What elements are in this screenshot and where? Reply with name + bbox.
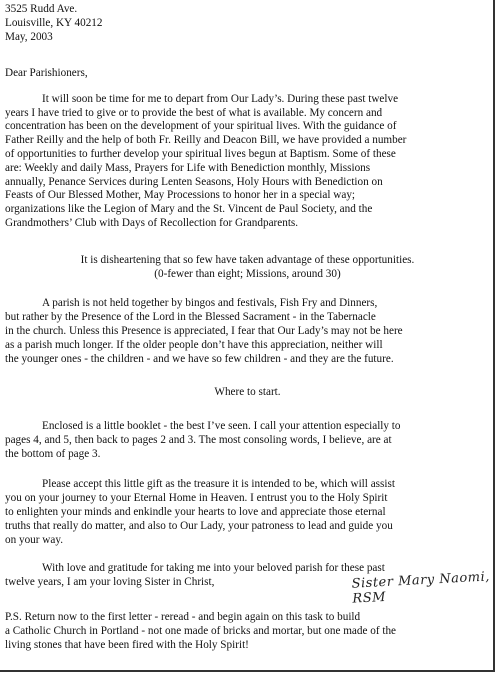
body-line: Feasts of Our Blessed Mother, May Processions to honor her in a special way; <box>5 189 356 201</box>
body-line: annually, Penance Services during Lenten Seasons, Holy Hours with Benediction on <box>5 176 383 188</box>
letter-date: May, 2003 <box>5 31 53 43</box>
body-line: A parish is not held together by bingos and festivals, Fish Fry and Dinners, <box>42 297 378 309</box>
body-line: (0-fewer than eight; Missions, around 30) <box>154 268 341 280</box>
closing-line: With love and gratitude for taking me into your beloved parish for these past <box>42 562 385 574</box>
body-line: Enclosed is a little booklet - the best I’ve seen. I call your attention especially to <box>42 420 401 432</box>
salutation: Dear Parishioners, <box>5 67 88 79</box>
body-line: are: Weekly and daily Mass, Prayers for Life with Benediction monthly, Missions <box>5 162 371 174</box>
address-city: Louisville, KY 40212 <box>5 17 103 29</box>
closing-line: twelve years, I am your loving Sister in Christ, <box>5 576 215 588</box>
body-line: the bottom of page 3. <box>5 448 101 460</box>
body-line: of opportunities to further develop your spiritual lives begun at Baptism. Some of these <box>5 148 396 160</box>
body-line: to enlighten your minds and enkindle your hearts to love and appreciate those eternal <box>5 506 386 518</box>
body-line: It will soon be time for me to depart from Our Lady’s. During these past twelve <box>42 93 399 105</box>
body-line: as a parish much longer. If the older people don’t have this appreciation, neither will <box>5 339 383 351</box>
body-line: Grandmothers’ Club with Days of Recollection for Grandparents. <box>5 217 299 229</box>
body-line: organizations like the Legion of Mary and the St. Vincent de Paul Society, and the <box>5 203 373 215</box>
body-line: you on your journey to your Eternal Home in Heaven. I entrust you to the Holy Spirit <box>5 492 388 504</box>
body-line: truths that really do matter, and also to Our Lady, your patroness to lead and guide you <box>5 520 393 532</box>
postscript-line: living stones that have been fired with the Holy Spirit! <box>5 639 249 651</box>
address-street: 3525 Rudd Ave. <box>5 3 78 15</box>
handwritten-signature: Sister Mary Naomi, RSM <box>351 569 491 607</box>
body-line: on your way. <box>5 534 63 546</box>
body-line: It is disheartening that so few have taken advantage of these opportunities. <box>80 254 415 266</box>
body-line: Please accept this little gift as the treasure it is intended to be, which will assist <box>42 478 395 490</box>
body-line: the younger ones - the children - and we have so few children - and they are the future. <box>5 353 394 365</box>
body-line: concentration has been on the development of your spiritual lives. With the guidance of <box>5 120 397 132</box>
postscript-line: a Catholic Church in Portland - not one made of bricks and mortar, but one made of the <box>5 625 397 637</box>
body-line: years I have tried to give or to provide the best of what is available. My concern and <box>5 107 383 119</box>
postscript-line: P.S. Return now to the first letter - reread - and begin again on this task to build <box>5 611 361 623</box>
body-line: pages 4, and 5, then back to pages 2 and 3. The most consoling words, I believe, are at <box>5 434 392 446</box>
body-line: in the church. Unless this Presence is appreciated, I fear that Our Lady’s may not be here <box>5 325 403 337</box>
body-line: Father Reilly and the help of both Fr. Reilly and Deacon Bill, we have provided a number <box>5 134 407 146</box>
section-heading: Where to start. <box>214 386 281 398</box>
body-line: but rather by the Presence of the Lord in the Blessed Sacrament - in the Tabernacle <box>5 311 376 323</box>
